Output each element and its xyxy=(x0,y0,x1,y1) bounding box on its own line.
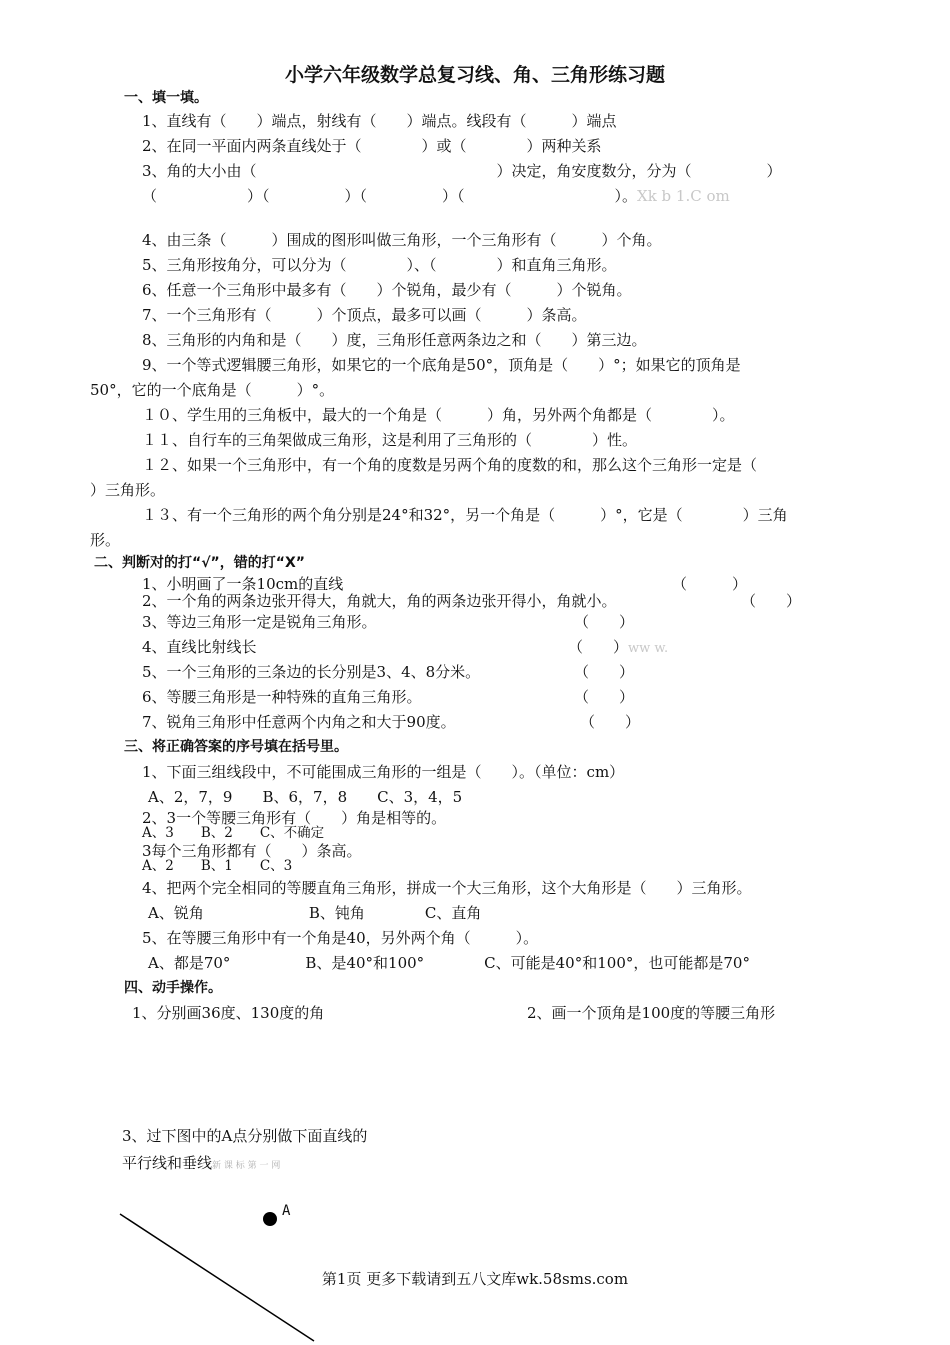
s1-question-12-line-1: １２、如果一个三角形中，有一个角的度数是另两个角的度数的和，那么这个三角形一定是（ xyxy=(142,456,758,474)
s3-question-4: 4、把两个完全相同的等腰直角三角形，拼成一个大三角形，这个大角形是（ ）三角形。 xyxy=(142,879,752,897)
s4-question-3-line-1: 3、过下图中的A点分别做下面直线的 xyxy=(122,1127,368,1145)
s1-question-12-line-2: ）三角形。 xyxy=(90,481,166,499)
s2-item-4-paren-line xyxy=(568,637,668,659)
s1-question-11: １１、自行车的三角架做成三角形，这是利用了三角形的（ ）性。 xyxy=(142,431,638,449)
s3-question-4-options: A、锐角 B、钝角 C、直角 xyxy=(148,904,482,922)
s2-item-6: 6、等腰三角形是一种特殊的直角三角形。 xyxy=(142,688,422,706)
s2-item-1-paren: （ ） xyxy=(672,575,748,593)
s3-question-5-options: A、都是70° B、是40°和100° C、可能是40°和100°，也可能都是70° xyxy=(148,954,750,972)
s4-question-1: 1、分别画36度、130度的角 xyxy=(132,1004,325,1022)
s1-question-4: 4、由三条（ ）围成的图形叫做三角形，一个三角形有（ ）个角。 xyxy=(142,231,662,249)
s1-question-3-line-2 xyxy=(142,186,730,206)
s2-item-1: 1、小明画了一条10cm的直线 xyxy=(142,575,344,593)
s2-item-7-paren: （ ） xyxy=(580,713,641,731)
section-3-heading: 三、将正确答案的序号填在括号里。 xyxy=(124,739,348,755)
s4-question-2: 2、画一个顶角是100度的等腰三角形 xyxy=(527,1004,776,1022)
s4-question-3-text: 平行线和垂线 xyxy=(122,1154,213,1172)
watermark-xkb1: Xk b 1.C om xyxy=(637,187,730,205)
s1-question-13-line-2: 形。 xyxy=(90,531,121,549)
watermark-xkb-cn: 新 课 标 第 一 网 xyxy=(212,1161,281,1171)
page-footer: 第1页 更多下载请到五八文库wk.58sms.com xyxy=(321,1270,629,1288)
s1-question-5: 5、三角形按角分，可以分为（ ）、（ ）和直角三角形。 xyxy=(142,256,617,274)
section-4-heading: 四、动手操作。 xyxy=(124,980,222,996)
watermark-www: ww w. xyxy=(628,641,669,656)
s2-item-6-paren: （ ） xyxy=(574,688,635,706)
s1-question-9-line-1: 9、一个等式逻辑腰三角形，如果它的一个底角是50°，顶角是（ ）°；如果它的顶角是 xyxy=(142,356,741,374)
section-1-heading: 一、填一填。 xyxy=(124,90,208,106)
s2-item-2-paren: （ ） xyxy=(741,592,802,610)
s1-question-8: 8、三角形的内角和是（ ）度，三角形任意两条边之和（ ）第三边。 xyxy=(142,331,647,349)
s2-item-5-paren: （ ） xyxy=(574,663,635,681)
s2-item-3-paren: （ ） xyxy=(574,613,635,631)
s2-item-4-paren: （ ） xyxy=(568,638,629,656)
s1-question-3-line-1: 3、角的大小由（ ）决定，角安度数分，分为（ ） xyxy=(142,162,782,180)
s3-question-1: 1、下面三组线段中，不可能围成三角形的一组是（ ）。（单位：cm） xyxy=(142,763,625,781)
s1-question-2: 2、在同一平面内两条直线处于（ ）或（ ）两种关系 xyxy=(142,137,602,155)
s3-question-1-options: A、2，7，9 B、6，7，8 C、3，4，5 xyxy=(148,788,463,806)
s3-question-2: 2、3一个等腰三角形有（ ）角是相等的。 xyxy=(142,809,447,827)
s3-question-2-options: A、3 B、2 C、不确定 xyxy=(142,825,325,841)
section-2-heading: 二、判断对的打“√”，错的打“X” xyxy=(94,555,305,571)
s4-question-3-line-2 xyxy=(122,1153,280,1176)
s3-question-3: 3每个三角形都有（ ）条高。 xyxy=(142,842,362,860)
s2-item-5: 5、一个三角形的三条边的长分别是3、4、8分米。 xyxy=(142,663,481,681)
s2-item-7: 7、锐角三角形中任意两个内角之和大于90度。 xyxy=(142,713,456,731)
point-a-label: A xyxy=(282,1203,291,1219)
s1-question-9-line-2: 50°，它的一个底角是（ ）°。 xyxy=(90,381,335,399)
s2-item-3: 3、等边三角形一定是锐角三角形。 xyxy=(142,613,377,631)
s1-question-13-line-1: １３、有一个三角形的两个角分别是24°和32°，另一个角是（ ）°，它是（ ）三角 xyxy=(142,506,788,524)
s2-item-4: 4、直线比射线长 xyxy=(142,638,257,656)
s2-item-2: 2、一个角的两条边张开得大，角就大，角的两条边张开得小，角就小。 xyxy=(142,592,617,610)
s1-question-1: 1、直线有（ ）端点，射线有（ ）端点。线段有（ ）端点 xyxy=(142,112,617,130)
s1-question-3-text: （ ）（ ）（ ）（ ）。 xyxy=(142,187,638,205)
s1-question-7: 7、一个三角形有（ ）个顶点，最多可以画（ ）条高。 xyxy=(142,306,587,324)
s3-question-5: 5、在等腰三角形中有一个角是40，另外两个角（ ）。 xyxy=(142,929,539,947)
page-title: 小学六年级数学总复习线、角、三角形练习题 xyxy=(284,64,665,86)
s1-question-6: 6、任意一个三角形中最多有（ ）个锐角，最少有（ ）个锐角。 xyxy=(142,281,632,299)
point-a-dot xyxy=(263,1212,277,1226)
s3-question-3-options: A、2 B、1 C、3 xyxy=(142,858,293,874)
s1-question-10: １０、学生用的三角板中，最大的一个角是（ ）角，另外两个角都是（ ）。 xyxy=(142,406,735,424)
